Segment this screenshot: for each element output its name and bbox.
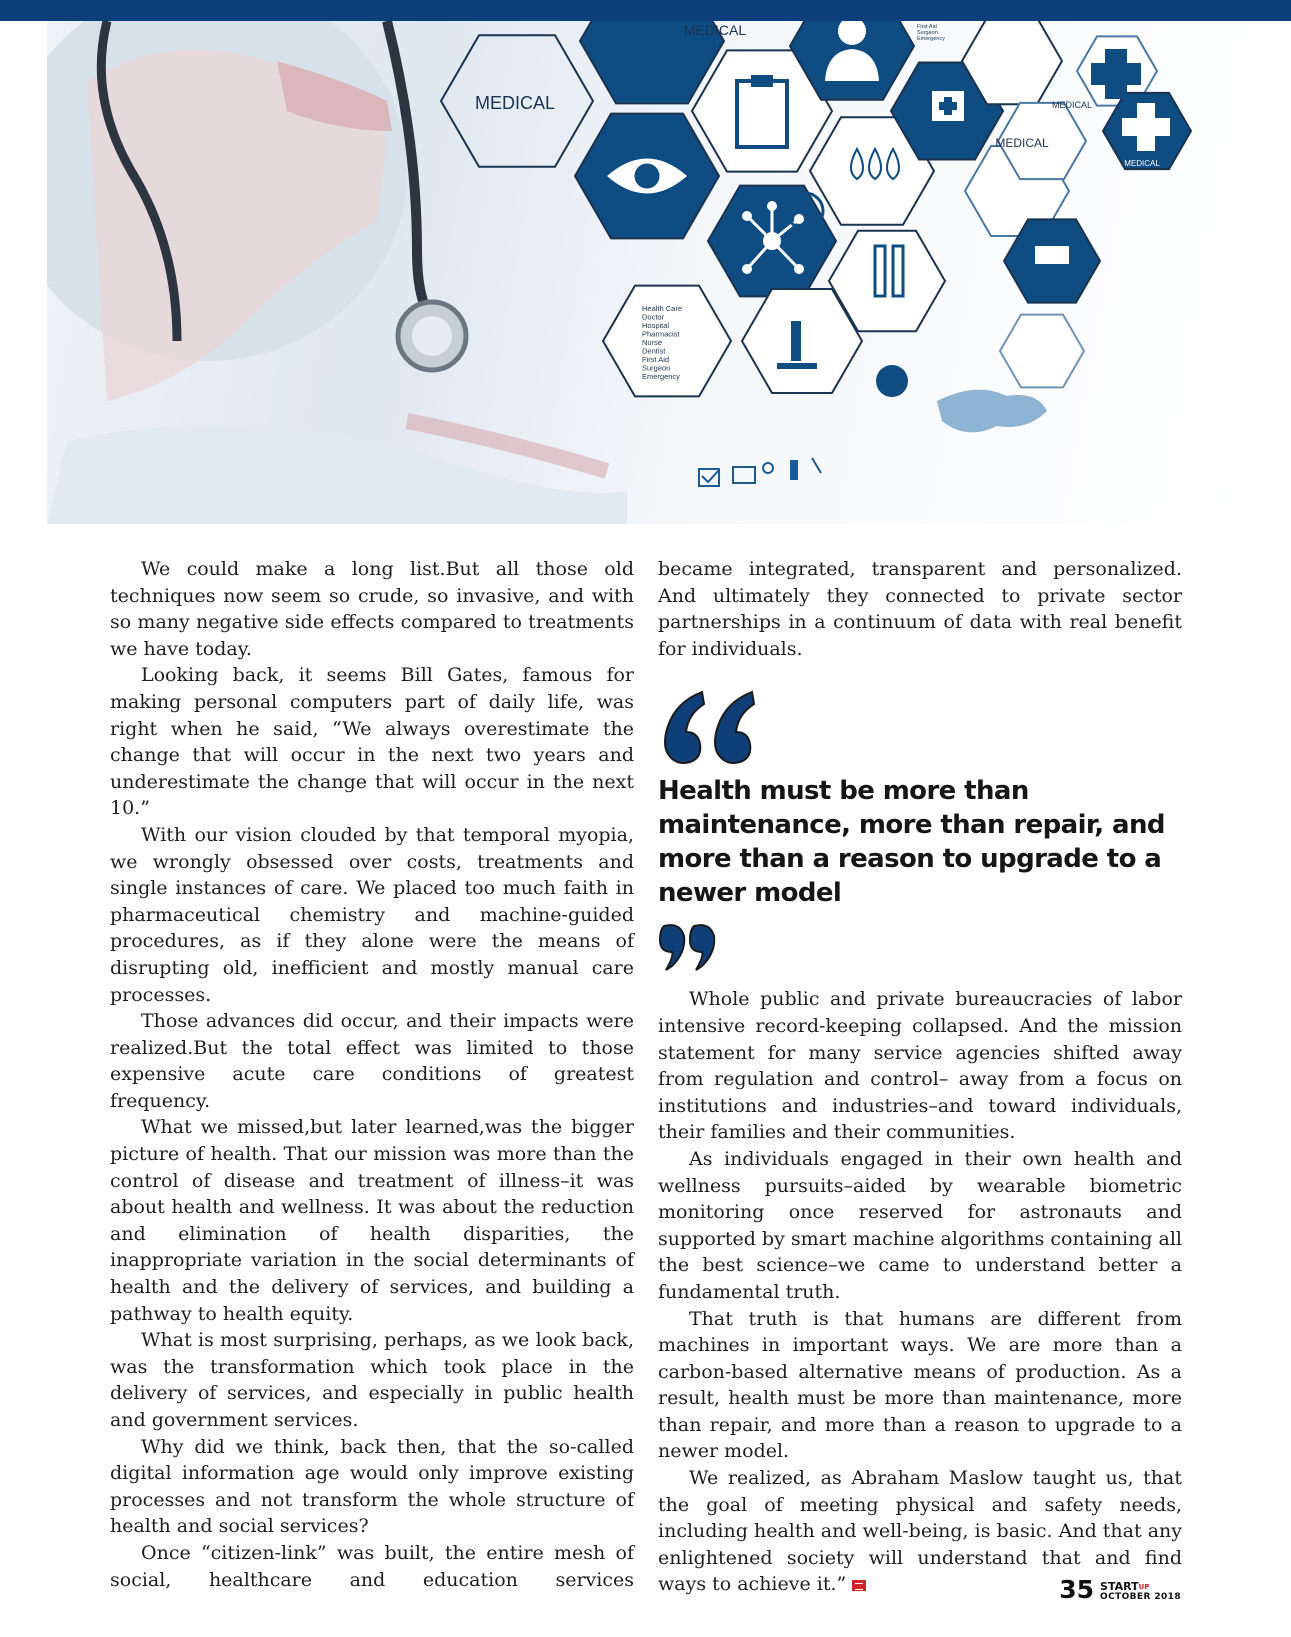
hero-image-medical-hexagons — [47, 21, 1244, 524]
hex-label: MEDICAL — [995, 136, 1049, 150]
microscope-icon — [791, 321, 801, 361]
body-paragraph: As individuals engaged in their own health and wellness pursuits–aided by wearable biometric monitoring once reserved for astronauts and supported by smart machine algorithms containing all the best science–we came to understand better a fundamental truth. — [658, 1147, 1182, 1303]
hex-list-item: Surgeon — [642, 363, 671, 373]
body-paragraph: Once “citizen-link” was built, the entire mesh of social, healthcare and education services — [110, 1541, 634, 1591]
right-paragraphs — [658, 986, 1182, 1465]
hex-list-item: Nurse — [642, 338, 663, 347]
hex-tile — [1000, 315, 1084, 388]
world-map-icon — [937, 390, 1047, 433]
hex-list-item-small: Emergency — [917, 36, 945, 42]
body-paragraph: Why did we think, back then, that the so-called digital information age would only improve existing processes and not transform the whole structure of health and social services? — [110, 1435, 634, 1538]
medical-cross-h-icon — [1091, 63, 1141, 85]
hex-list-item: Health Care — [642, 304, 683, 313]
lower-glove-shape — [47, 425, 627, 524]
stethoscope-diaphragm-icon — [412, 316, 452, 356]
body-paragraph: Those advances did occur, and their impacts were realized.But the total effect was limited to those expensive acute care conditions of greatest frequency. — [110, 1010, 634, 1112]
checkmark-icon — [702, 470, 719, 482]
test-tube-icon — [893, 246, 903, 296]
page-number: 35 — [1059, 1575, 1095, 1604]
hex-label: MEDICAL — [1124, 159, 1160, 168]
pull-quote: Health must be more than maintenance, more than repair, and more than a reason to upgrade to a newer model — [658, 776, 1165, 909]
body-paragraph: What we missed,but later learned,was the bigger picture of health. That our mission was more than the control of disease and treatment of illness–it was about health and wellness. It was about the reduction and elimination of health disparities, the inappropriate variation in the social determinants of health and the delivery of services, and building a pathway to health equity. — [110, 1116, 634, 1325]
first-aid-cross-h-icon — [939, 102, 957, 110]
brand-superscript: UP — [1138, 1583, 1150, 1591]
body-paragraph: Whole public and private bureaucracies of labor intensive record-keeping collapsed. And the mission statement for many service agencies shifted away from regulation and control– away from a focus on institutions and industries–and toward individuals, their families and their communities. — [658, 988, 1182, 1144]
body-paragraph: That truth is that humans are different from machines in important ways. We are more than a carbon-based alternative means of production. As a result, health must be more than maintenance, more than repair, and more than a reason to upgrade to a newer model. — [658, 1307, 1182, 1463]
article-column-left — [110, 556, 634, 1593]
body-paragraph: What is most surprising, perhaps, as we look back, was the transformation which took place in the delivery of services, and especially in public health and government services. — [110, 1329, 634, 1431]
page-footer — [1059, 1575, 1181, 1604]
end-mark-icon — [852, 1580, 866, 1591]
body-paragraph: Looking back, it seems Bill Gates, famous for making personal computers part of daily life, was right when he said, “We always overestimate the change that will occur in the next two years and underestimate the change that will occur in the next 10.” — [110, 664, 634, 820]
medical-cross-white-h-icon — [1122, 118, 1170, 136]
hex-list-item: Doctor — [642, 312, 665, 322]
hero-illustration — [47, 21, 1244, 524]
virus-icon — [876, 365, 908, 397]
test-tube-icon — [875, 246, 885, 296]
brand-word: START — [1100, 1580, 1139, 1593]
hex-list-item: Pharmacist — [642, 329, 680, 339]
phone-icon — [790, 460, 798, 480]
hex-list-item: Dentist — [642, 346, 666, 356]
eye-pupil-icon — [633, 162, 661, 190]
body-paragraph: We could make a long list.But all those old techniques now seem so crude, so invasive, and with so many negative side effects compared to treatments we have today. — [110, 558, 634, 660]
hex-list-item: Emergency — [642, 372, 680, 381]
pill-icon — [1035, 246, 1069, 264]
hex-label: MEDICAL — [683, 22, 747, 38]
body-paragraph: became integrated, transparent and personalized. And ultimately they connected to private sector partnerships in a continuum of data with real benefit for individuals. — [658, 558, 1182, 660]
clipboard-clip-icon — [751, 75, 773, 87]
brand-name — [1100, 1582, 1181, 1592]
article-column-right — [658, 556, 1182, 1598]
hex-label: MEDICAL — [1051, 100, 1093, 110]
issue-date: OCTOBER 2018 — [1100, 1592, 1181, 1602]
body-paragraph: With our vision clouded by that temporal myopia, we wrongly obsessed over costs, treatments and single instances of care. We placed too much faith in pharmaceutical chemistry and machine-guided procedures, as if they alone were the means of disrupting old, inefficient and mostly manual care processes. — [110, 823, 634, 1006]
hex-list-item: Hospital — [642, 321, 670, 330]
hex-label: MEDICAL — [474, 93, 556, 113]
hex-list-item-small: Surgeon — [917, 30, 938, 36]
close-quote-icon — [658, 922, 1182, 974]
monitor-icon — [733, 467, 755, 483]
hexagon-grid — [441, 21, 1191, 397]
magazine-brand — [1100, 1582, 1181, 1602]
hex-list-item: First Aid — [642, 355, 670, 364]
pen-icon — [812, 458, 821, 473]
microscope-base-icon — [777, 363, 817, 369]
open-quote-icon — [658, 688, 1182, 770]
top-color-bar — [0, 0, 1291, 21]
hex-list-item-small: First Aid — [917, 24, 937, 30]
check-box-icon — [699, 469, 719, 486]
magnifier-icon — [763, 463, 773, 473]
final-paragraph-text: We realized, as Abraham Maslow taught us, that the goal of meeting physical and safety needs, including health and well-being, is basic. And that any enlightened society will understand that and find ways to achieve it.” — [658, 1467, 1182, 1596]
